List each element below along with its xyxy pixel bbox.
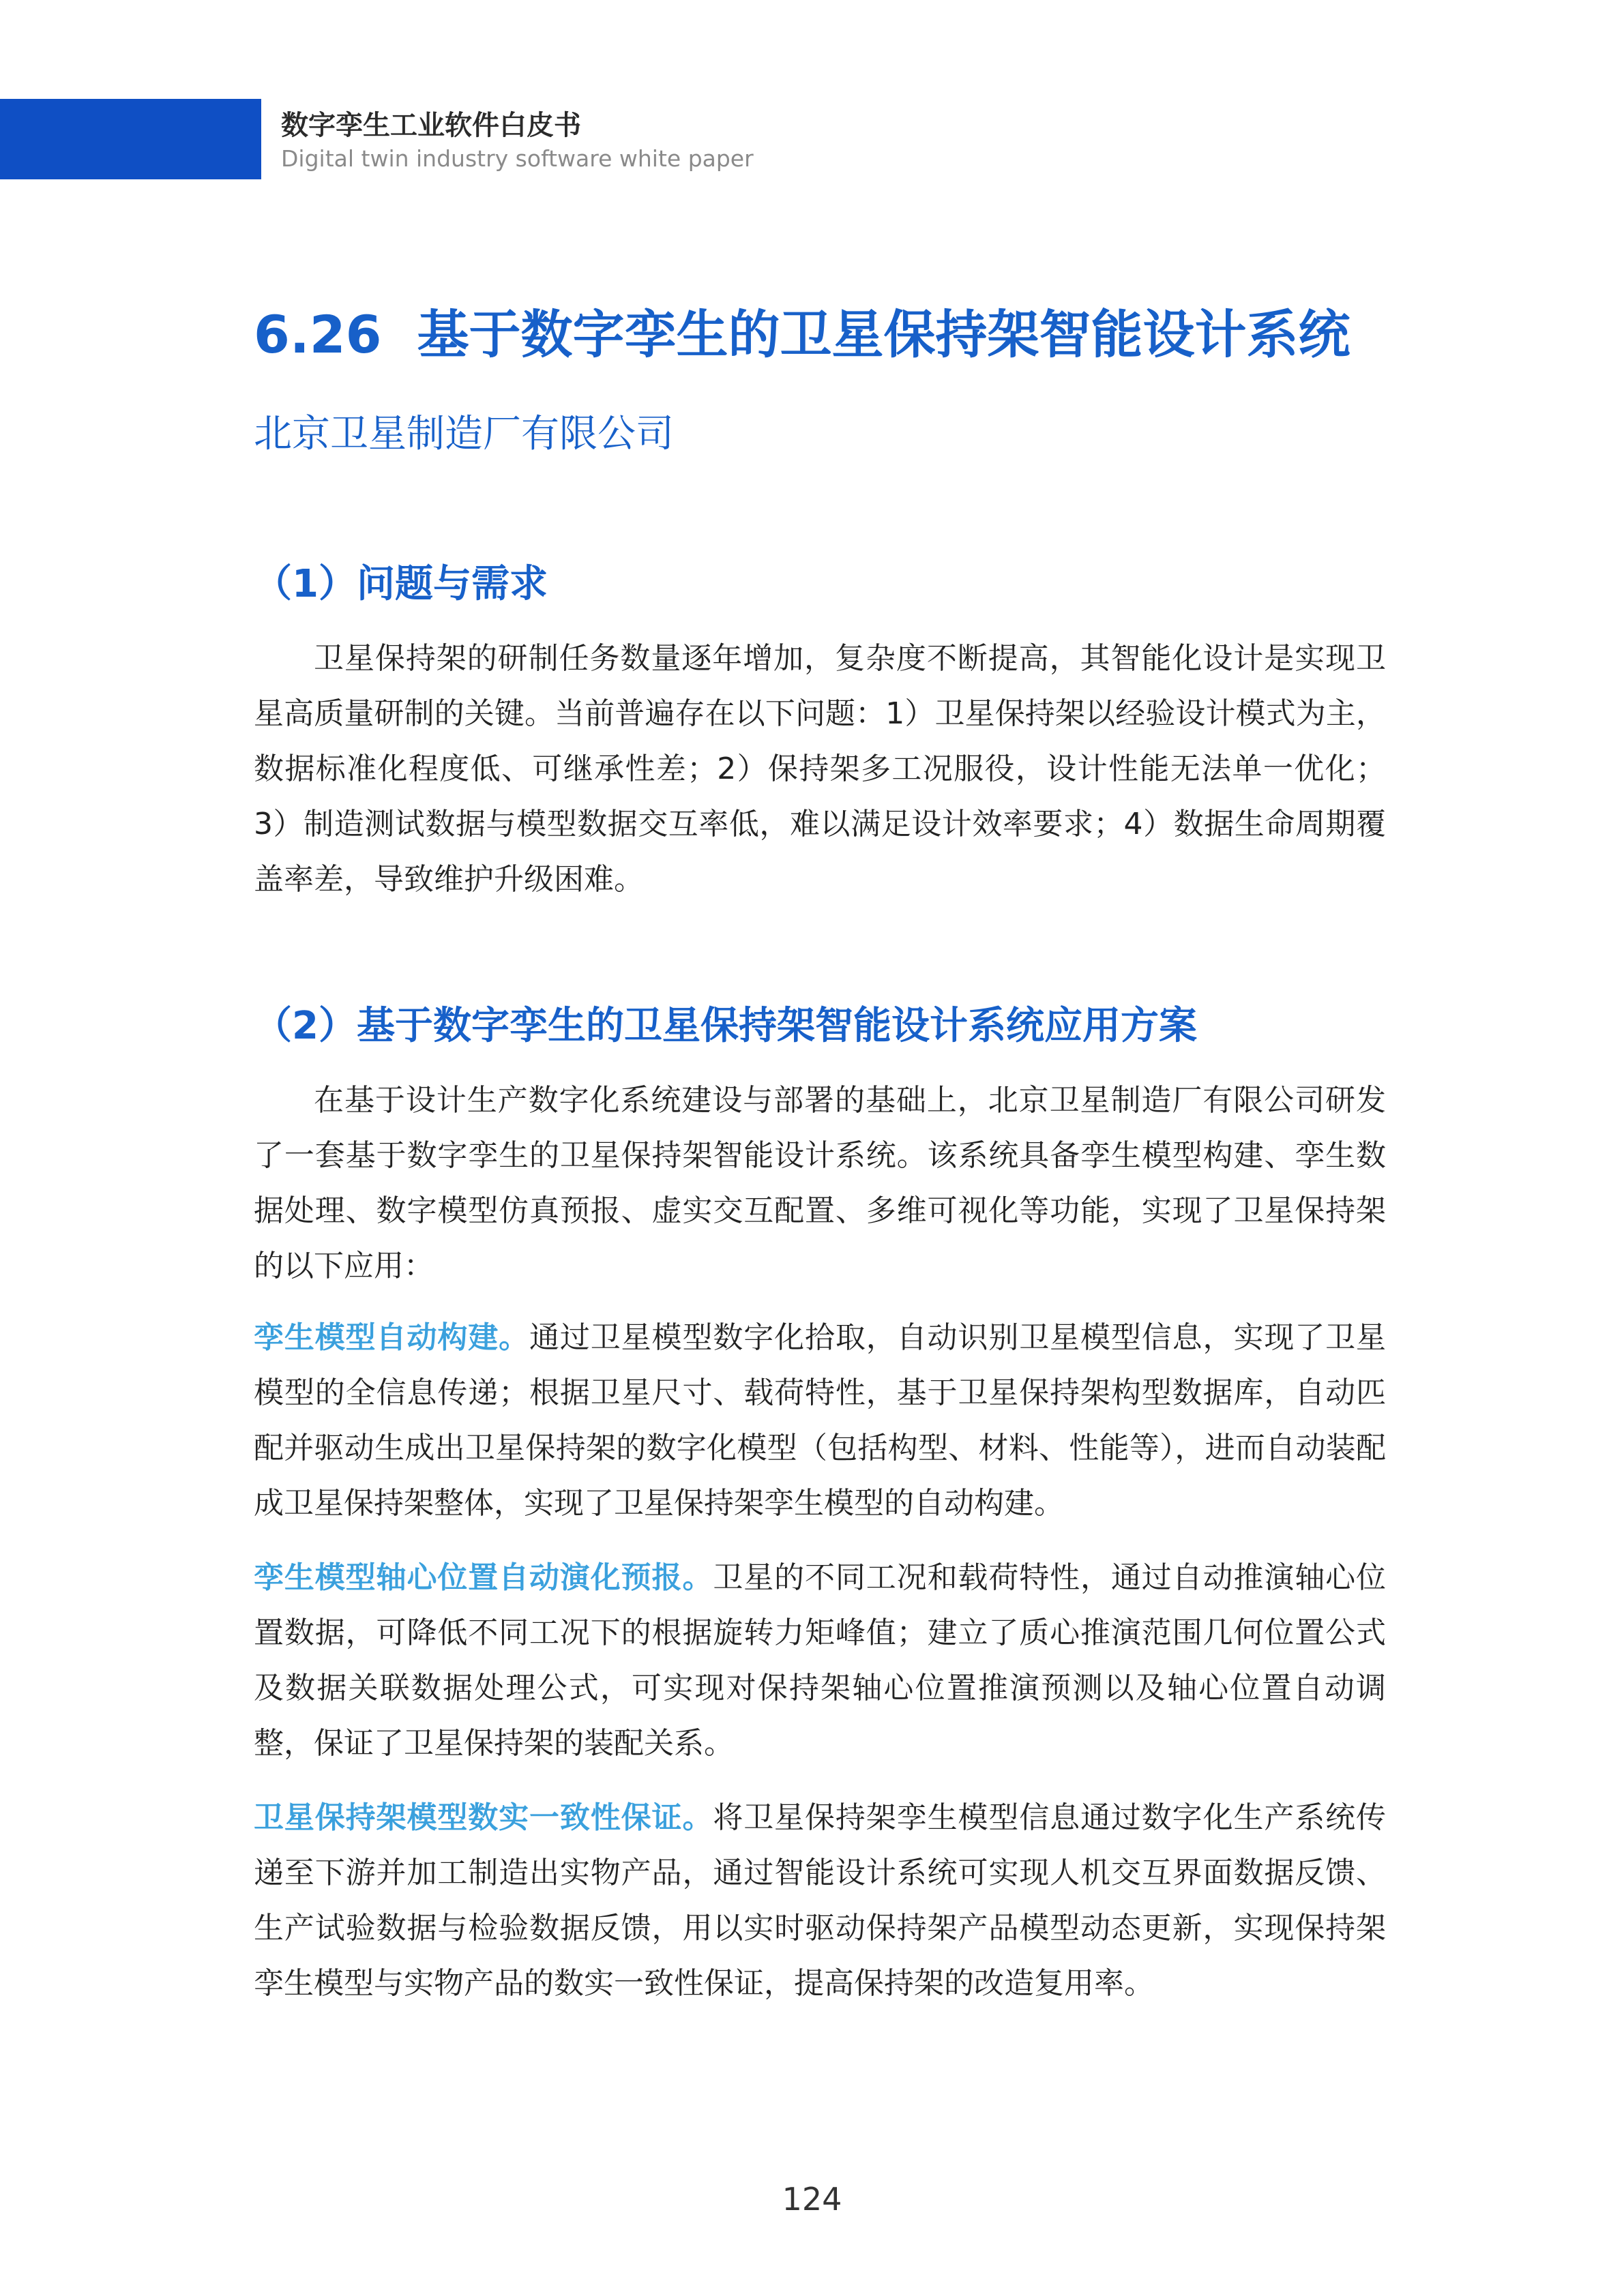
- section-number: 6.26: [254, 304, 382, 365]
- item-text-twin-model-build: 通过卫星模型数字化拾取，自动识别卫星模型信息，实现了卫星模型的全信息传递；根据卫星尺寸、载荷特性，基于卫星保持架构型数据库，自动匹配并驱动生成出卫星保持架的数字化模型（包括构型、材料、性能等），进而自动装配成卫星保持架整体，实现了卫星保持架孪生模型的自动构建。: [254, 1320, 1386, 1521]
- item-text-consistency: 将卫星保持架孪生模型信息通过数字化生产系统传递至下游并加工制造出实物产品，通过智能设计系统可实现人机交互界面数据反馈、生产试验数据与检验数据反馈，用以实时驱动保持架产品模型动态更新，实现保持架孪生模型与实物产品的数实一致性保证，提高保持架的改造复用率。: [254, 1800, 1387, 2001]
- page-number: 124: [782, 2181, 842, 2218]
- item-lead-axis-position: 孪生模型轴心位置自动演化预报。: [254, 1560, 713, 1595]
- list-item-twin-model-build: [254, 1310, 1386, 1531]
- item-text-axis-position: 卫星的不同工况和载荷特性，通过自动推演轴心位置数据，可降低不同工况下的根据旋转力矩峰值；建立了质心推演范围几何位置公式及数据关联数据处理公式，可实现对保持架轴心位置推演预测以及轴心位置自动调整，保证了卫星保持架的装配关系。: [254, 1560, 1387, 1761]
- list-item-axis-position: [254, 1550, 1386, 1771]
- section-title-text: 基于数字孪生的卫星保持架智能设计系统: [417, 304, 1350, 365]
- company-name: 北京卫星制造厂有限公司: [254, 412, 674, 456]
- header-subtitle: Digital twin industry software white paper: [281, 145, 754, 172]
- header-color-bar: [0, 99, 261, 179]
- header-title: 数字孪生工业软件白皮书: [281, 110, 581, 141]
- paragraph-solution-intro: 在基于设计生产数字化系统建设与部署的基础上，北京卫星制造厂有限公司研发了一套基于数字孪生的卫星保持架智能设计系统。该系统具备孪生模型构建、孪生数据处理、数字模型仿真预报、虚实交互配置、多维可视化等功能，实现了卫星保持架的以下应用：: [254, 1083, 1386, 1283]
- section-title: [254, 293, 1350, 368]
- item-lead-twin-model-build: 孪生模型自动构建。: [254, 1320, 529, 1355]
- paragraph-problem: 卫星保持架的研制任务数量逐年增加，复杂度不断提高，其智能化设计是实现卫星高质量研制的关键。当前普遍存在以下问题：1）卫星保持架以经验设计模式为主，数据标准化程度低、可继承性差；2）保持架多工况服役，设计性能无法单一优化；3）制造测试数据与模型数据交互率低，难以满足设计效率要求；4）数据生命周期覆盖率差，导致维护升级困难。: [254, 641, 1386, 897]
- subheading-solution: （2）基于数字孪生的卫星保持架智能设计系统应用方案: [254, 1004, 1197, 1048]
- subheading-problem: （1）问题与需求: [254, 562, 548, 606]
- list-item-consistency: [254, 1790, 1386, 2011]
- item-lead-consistency: 卫星保持架模型数实一致性保证。: [254, 1800, 713, 1835]
